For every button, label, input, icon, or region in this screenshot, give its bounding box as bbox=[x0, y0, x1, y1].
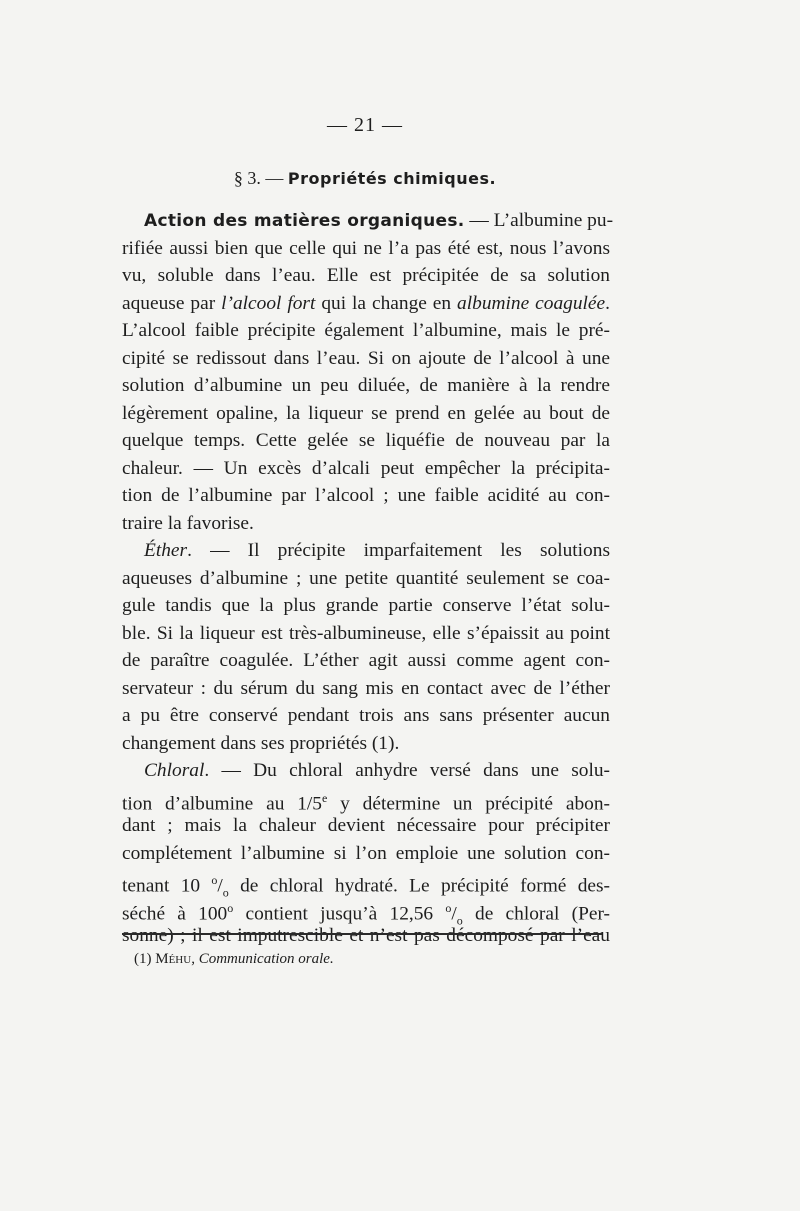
text-line bbox=[122, 427, 610, 455]
text-line bbox=[122, 867, 611, 900]
text-line bbox=[122, 922, 610, 950]
text-segment: tion d’albumine au 1/5 bbox=[122, 792, 322, 814]
text-segment: traire la favorise. bbox=[122, 512, 254, 534]
text-segment: o bbox=[456, 912, 463, 927]
text-segment: solution d’albumine un peu diluée, de manière à la rendre bbox=[122, 375, 610, 396]
text-segment: — L’albumine pu- bbox=[464, 210, 614, 231]
text-segment: o bbox=[211, 873, 218, 887]
text-segment: . — Du chloral anhydre versé dans une solu- bbox=[204, 760, 610, 781]
footnote-author: Méhu bbox=[155, 951, 192, 967]
text-line bbox=[122, 592, 610, 620]
text-line bbox=[122, 895, 610, 927]
text-segment: tion de l’albumine par l’alcool ; une faible acidité au con- bbox=[122, 485, 610, 506]
text-segment: complétement l’albumine si l’on emploie une solution con- bbox=[122, 842, 610, 864]
text-line bbox=[122, 345, 610, 373]
text-line bbox=[122, 702, 610, 730]
text-line bbox=[122, 510, 610, 538]
text-segment: cipité se redissout dans l’eau. Si on ajoute de l’alcool à une bbox=[122, 347, 610, 369]
italic-term: Éther bbox=[144, 540, 188, 561]
italic-term: l’alcool fort bbox=[221, 292, 316, 314]
text-line bbox=[122, 620, 610, 648]
text-line bbox=[122, 675, 610, 703]
text-segment: aqueuses d’albumine ; une petite quantité seulement se coa- bbox=[122, 567, 610, 589]
section-title: Propriétés chimiques. bbox=[287, 169, 497, 188]
text-segment: sonne) ; il est imputrescible et n’est pas décomposé par l’eau bbox=[122, 925, 610, 946]
text-segment: tenant 10 bbox=[122, 875, 212, 897]
text-segment: . bbox=[605, 292, 610, 314]
text-segment: qui la change en bbox=[315, 292, 458, 314]
text-segment: / bbox=[217, 875, 223, 897]
text-segment: o bbox=[445, 900, 452, 915]
text-line bbox=[122, 537, 610, 565]
text-line bbox=[122, 372, 610, 400]
text-line bbox=[122, 455, 610, 483]
text-segment: quelque temps. Cette gelée se liquéfie de nouveau par la bbox=[122, 430, 610, 451]
text-segment: séché à 100 bbox=[122, 902, 228, 924]
text-line bbox=[122, 565, 610, 593]
footnote-divider bbox=[122, 933, 602, 935]
text-segment: de chloral hydraté. Le précipité formé des- bbox=[228, 875, 611, 897]
text-segment: dant ; mais la chaleur devient nécessaire pour précipiter bbox=[122, 815, 610, 836]
text-segment: aqueuse par bbox=[122, 292, 222, 314]
body-text bbox=[122, 207, 614, 950]
section-number: § 3. — bbox=[233, 168, 288, 188]
text-segment: servateur : du sérum du sang mis en contact avec de l’éther bbox=[122, 677, 610, 699]
text-segment: / bbox=[451, 902, 457, 924]
text-line bbox=[122, 812, 610, 840]
text-line bbox=[122, 317, 610, 345]
text-segment: de chloral (Per- bbox=[462, 902, 610, 924]
text-segment: o bbox=[222, 885, 229, 900]
text-line bbox=[122, 785, 610, 813]
text-segment: légèrement opaline, la liqueur se prend en gelée au bout de bbox=[122, 402, 610, 424]
text-segment: ble. Si la liqueur est très-albumineuse, elle s’épaissit au point bbox=[122, 622, 610, 644]
text-segment: y détermine un précipité abon- bbox=[327, 792, 610, 814]
text-line bbox=[122, 235, 610, 263]
footnote bbox=[134, 951, 334, 968]
italic-term: albumine coagulée bbox=[457, 292, 606, 314]
text-segment: chaleur. — Un excès d’alcali peut empêcher la précipita- bbox=[122, 457, 610, 479]
text-segment: gule tandis que la plus grande partie conserve l’état solu- bbox=[122, 595, 610, 616]
text-line bbox=[122, 730, 610, 758]
text-segment: rifiée aussi bien que celle qui ne l’a pas été est, nous l’avons bbox=[122, 237, 610, 259]
text-segment: a pu être conservé pendant trois ans sans présenter aucun bbox=[122, 705, 610, 726]
text-segment: vu, soluble dans l’eau. Elle est précipitée de sa solution bbox=[122, 265, 610, 286]
text-line bbox=[122, 482, 610, 510]
text-line bbox=[122, 757, 610, 785]
text-line bbox=[122, 400, 610, 428]
page-number: — 21 — bbox=[327, 114, 403, 136]
text-line bbox=[122, 262, 610, 290]
text-segment: o bbox=[227, 900, 234, 915]
text-segment: . — Il précipite imparfaitement les solutions bbox=[187, 540, 610, 561]
footnote-separator: , bbox=[191, 951, 199, 967]
text-segment: changement dans ses propriétés (1). bbox=[122, 732, 400, 754]
section-heading bbox=[0, 168, 730, 189]
text-line bbox=[122, 840, 610, 868]
text-segment: L’alcool faible précipite également l’albumine, mais le pré- bbox=[122, 320, 610, 341]
text-line bbox=[122, 207, 614, 235]
text-line bbox=[122, 290, 610, 318]
text-segment: contient jusqu’à 12,56 bbox=[233, 902, 446, 924]
italic-term: Chloral bbox=[144, 760, 205, 781]
text-line bbox=[122, 647, 610, 675]
text-segment: de paraître coagulée. L’éther agit aussi comme agent con- bbox=[122, 650, 610, 671]
paragraph-lead: Action des matières organiques. bbox=[144, 211, 465, 231]
footnote-title: Communication orale. bbox=[198, 951, 334, 967]
footnote-marker: (1) bbox=[134, 951, 156, 967]
text-segment: e bbox=[322, 790, 328, 805]
